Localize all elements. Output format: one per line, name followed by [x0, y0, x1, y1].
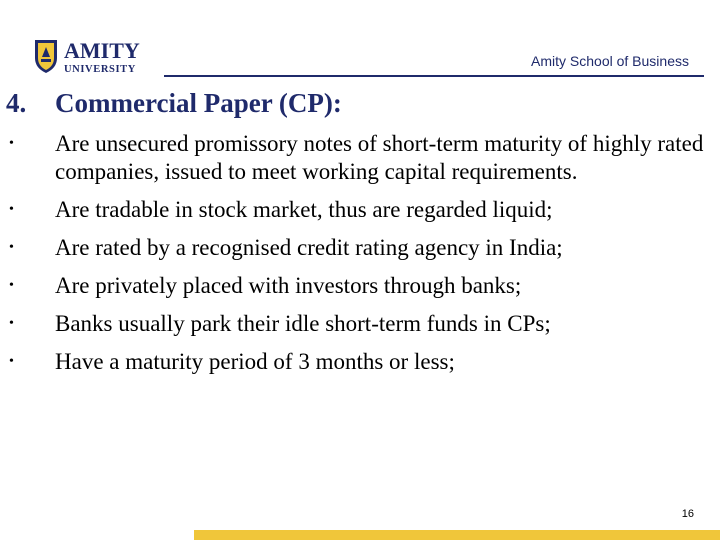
bullet-icon: •	[9, 240, 14, 255]
list-item	[0, 272, 720, 300]
list-item	[0, 234, 720, 262]
bullet-icon: •	[9, 278, 14, 293]
bullet-text: Are tradable in stock market, thus are regarded liquid;	[55, 197, 553, 222]
slide-title	[6, 88, 342, 119]
bullet-icon: •	[9, 136, 14, 151]
bullet-text: Are privately placed with investors through banks;	[55, 273, 522, 298]
footer-accent-bar	[194, 530, 720, 540]
bullet-icon: •	[9, 354, 14, 369]
amity-crest-logo	[32, 34, 160, 78]
bullet-text: Have a maturity period of 3 months or less;	[55, 349, 455, 374]
list-item	[0, 196, 720, 224]
list-item	[0, 130, 720, 186]
logo-subtitle: UNIVERSITY	[64, 64, 136, 75]
bullet-text: Are rated by a recognised credit rating agency in India;	[55, 235, 563, 260]
amity-logo	[32, 34, 160, 78]
header-divider	[164, 75, 704, 77]
bullet-text: Banks usually park their idle short-term funds in CPs;	[55, 311, 551, 336]
logo-wordmark: AMITY	[64, 38, 140, 63]
bullet-icon: •	[9, 202, 14, 217]
school-name: Amity School of Business	[531, 53, 689, 69]
slide-title-number: 4.	[6, 88, 27, 118]
slide-title-text: Commercial Paper (CP):	[55, 88, 342, 118]
bullet-text: Are unsecured promissory notes of short-term maturity of highly rated companies, issued to meet working capital requirements.	[55, 131, 704, 184]
page-number: 16	[681, 508, 694, 520]
list-item	[0, 310, 720, 338]
bullet-icon: •	[9, 316, 14, 331]
bullet-list	[0, 130, 720, 386]
list-item	[0, 348, 720, 376]
